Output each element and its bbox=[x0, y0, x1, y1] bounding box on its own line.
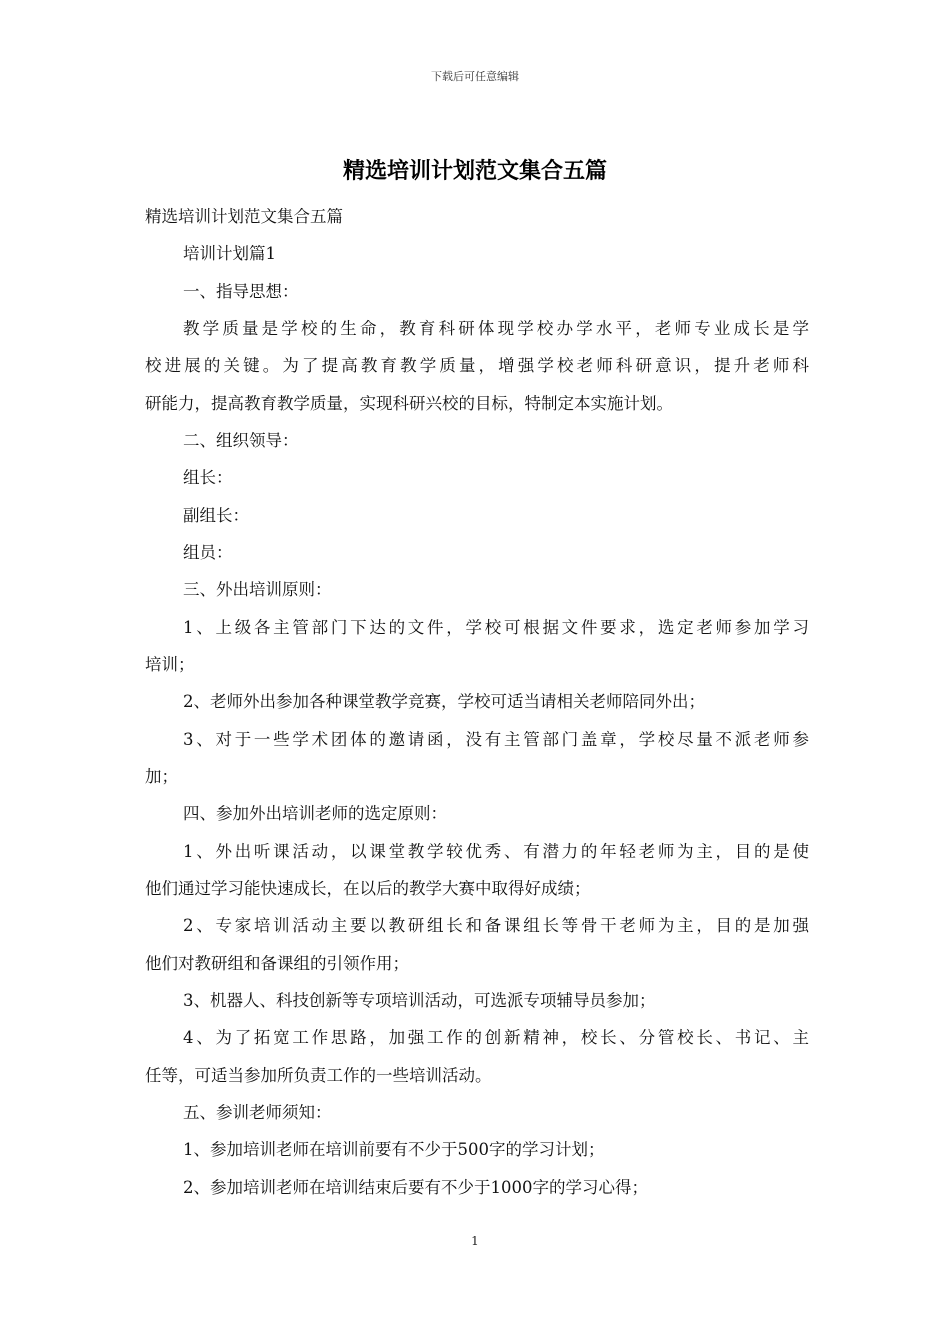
section-heading: 三、外出培训原则： bbox=[183, 580, 332, 599]
paragraph-line: 他们对教研组和备课组的引领作用； bbox=[145, 954, 409, 973]
paragraph-line: 3、对于一些学术团体的邀请函，没有主管部门盖章，学校尽量不派老师参 bbox=[183, 730, 809, 749]
paragraph-line: 3、机器人、科技创新等专项培训活动，可选派专项辅导员参加； bbox=[183, 991, 656, 1010]
paragraph-line: 副组长： bbox=[183, 506, 249, 525]
paragraph-line: 校进展的关键。为了提高教育教学质量，增强学校老师科研意识，提升老师科 bbox=[145, 356, 809, 375]
paragraph-line: 1、参加培训老师在培训前要有不少于500字的学习计划； bbox=[183, 1140, 605, 1159]
paragraph-line: 教学质量是学校的生命，教育科研体现学校办学水平，老师专业成长是学 bbox=[183, 319, 809, 338]
section-heading: 四、参加外出培训老师的选定原则： bbox=[183, 804, 447, 823]
section-heading: 五、参训老师须知： bbox=[183, 1103, 332, 1122]
document-title: 精选培训计划范文集合五篇 bbox=[342, 158, 607, 184]
paragraph-line: 加； bbox=[145, 767, 178, 786]
paragraph-line: 组长： bbox=[183, 468, 233, 487]
paragraph-line: 2、参加培训老师在培训结束后要有不少于1000字的学习心得； bbox=[183, 1178, 648, 1197]
section-heading: 二、组织领导： bbox=[183, 431, 299, 450]
paragraph-line: 2、老师外出参加各种课堂教学竞赛，学校可适当请相关老师陪同外出； bbox=[183, 692, 705, 711]
page-number: 1 bbox=[471, 1234, 479, 1248]
paragraph-line: 任等，可适当参加所负责工作的一些培训活动。 bbox=[145, 1066, 492, 1085]
paragraph-line: 2、专家培训活动主要以教研组长和备课组长等骨干老师为主，目的是加强 bbox=[183, 916, 809, 935]
paragraph-line: 1、上级各主管部门下达的文件，学校可根据文件要求，选定老师参加学习 bbox=[183, 618, 809, 637]
paragraph-line: 研能力，提高教育教学质量，实现科研兴校的目标，特制定本实施计划。 bbox=[145, 394, 673, 413]
paragraph-line: 他们通过学习能快速成长，在以后的教学大赛中取得好成绩； bbox=[145, 879, 591, 898]
paragraph-line: 培训； bbox=[145, 655, 195, 674]
paragraph-line: 4、为了拓宽工作思路，加强工作的创新精神，校长、分管校长、书记、主 bbox=[183, 1028, 809, 1047]
paragraph-line: 1、外出听课活动，以课堂教学较优秀、有潜力的年轻老师为主，目的是使 bbox=[183, 842, 809, 861]
page-header: 下载后可任意编辑 bbox=[431, 70, 519, 83]
document-subtitle: 精选培训计划范文集合五篇 bbox=[145, 207, 343, 226]
paragraph-line: 组员： bbox=[183, 543, 233, 562]
paragraph-line: 培训计划篇1 bbox=[183, 244, 276, 263]
section-heading: 一、指导思想： bbox=[183, 282, 299, 301]
